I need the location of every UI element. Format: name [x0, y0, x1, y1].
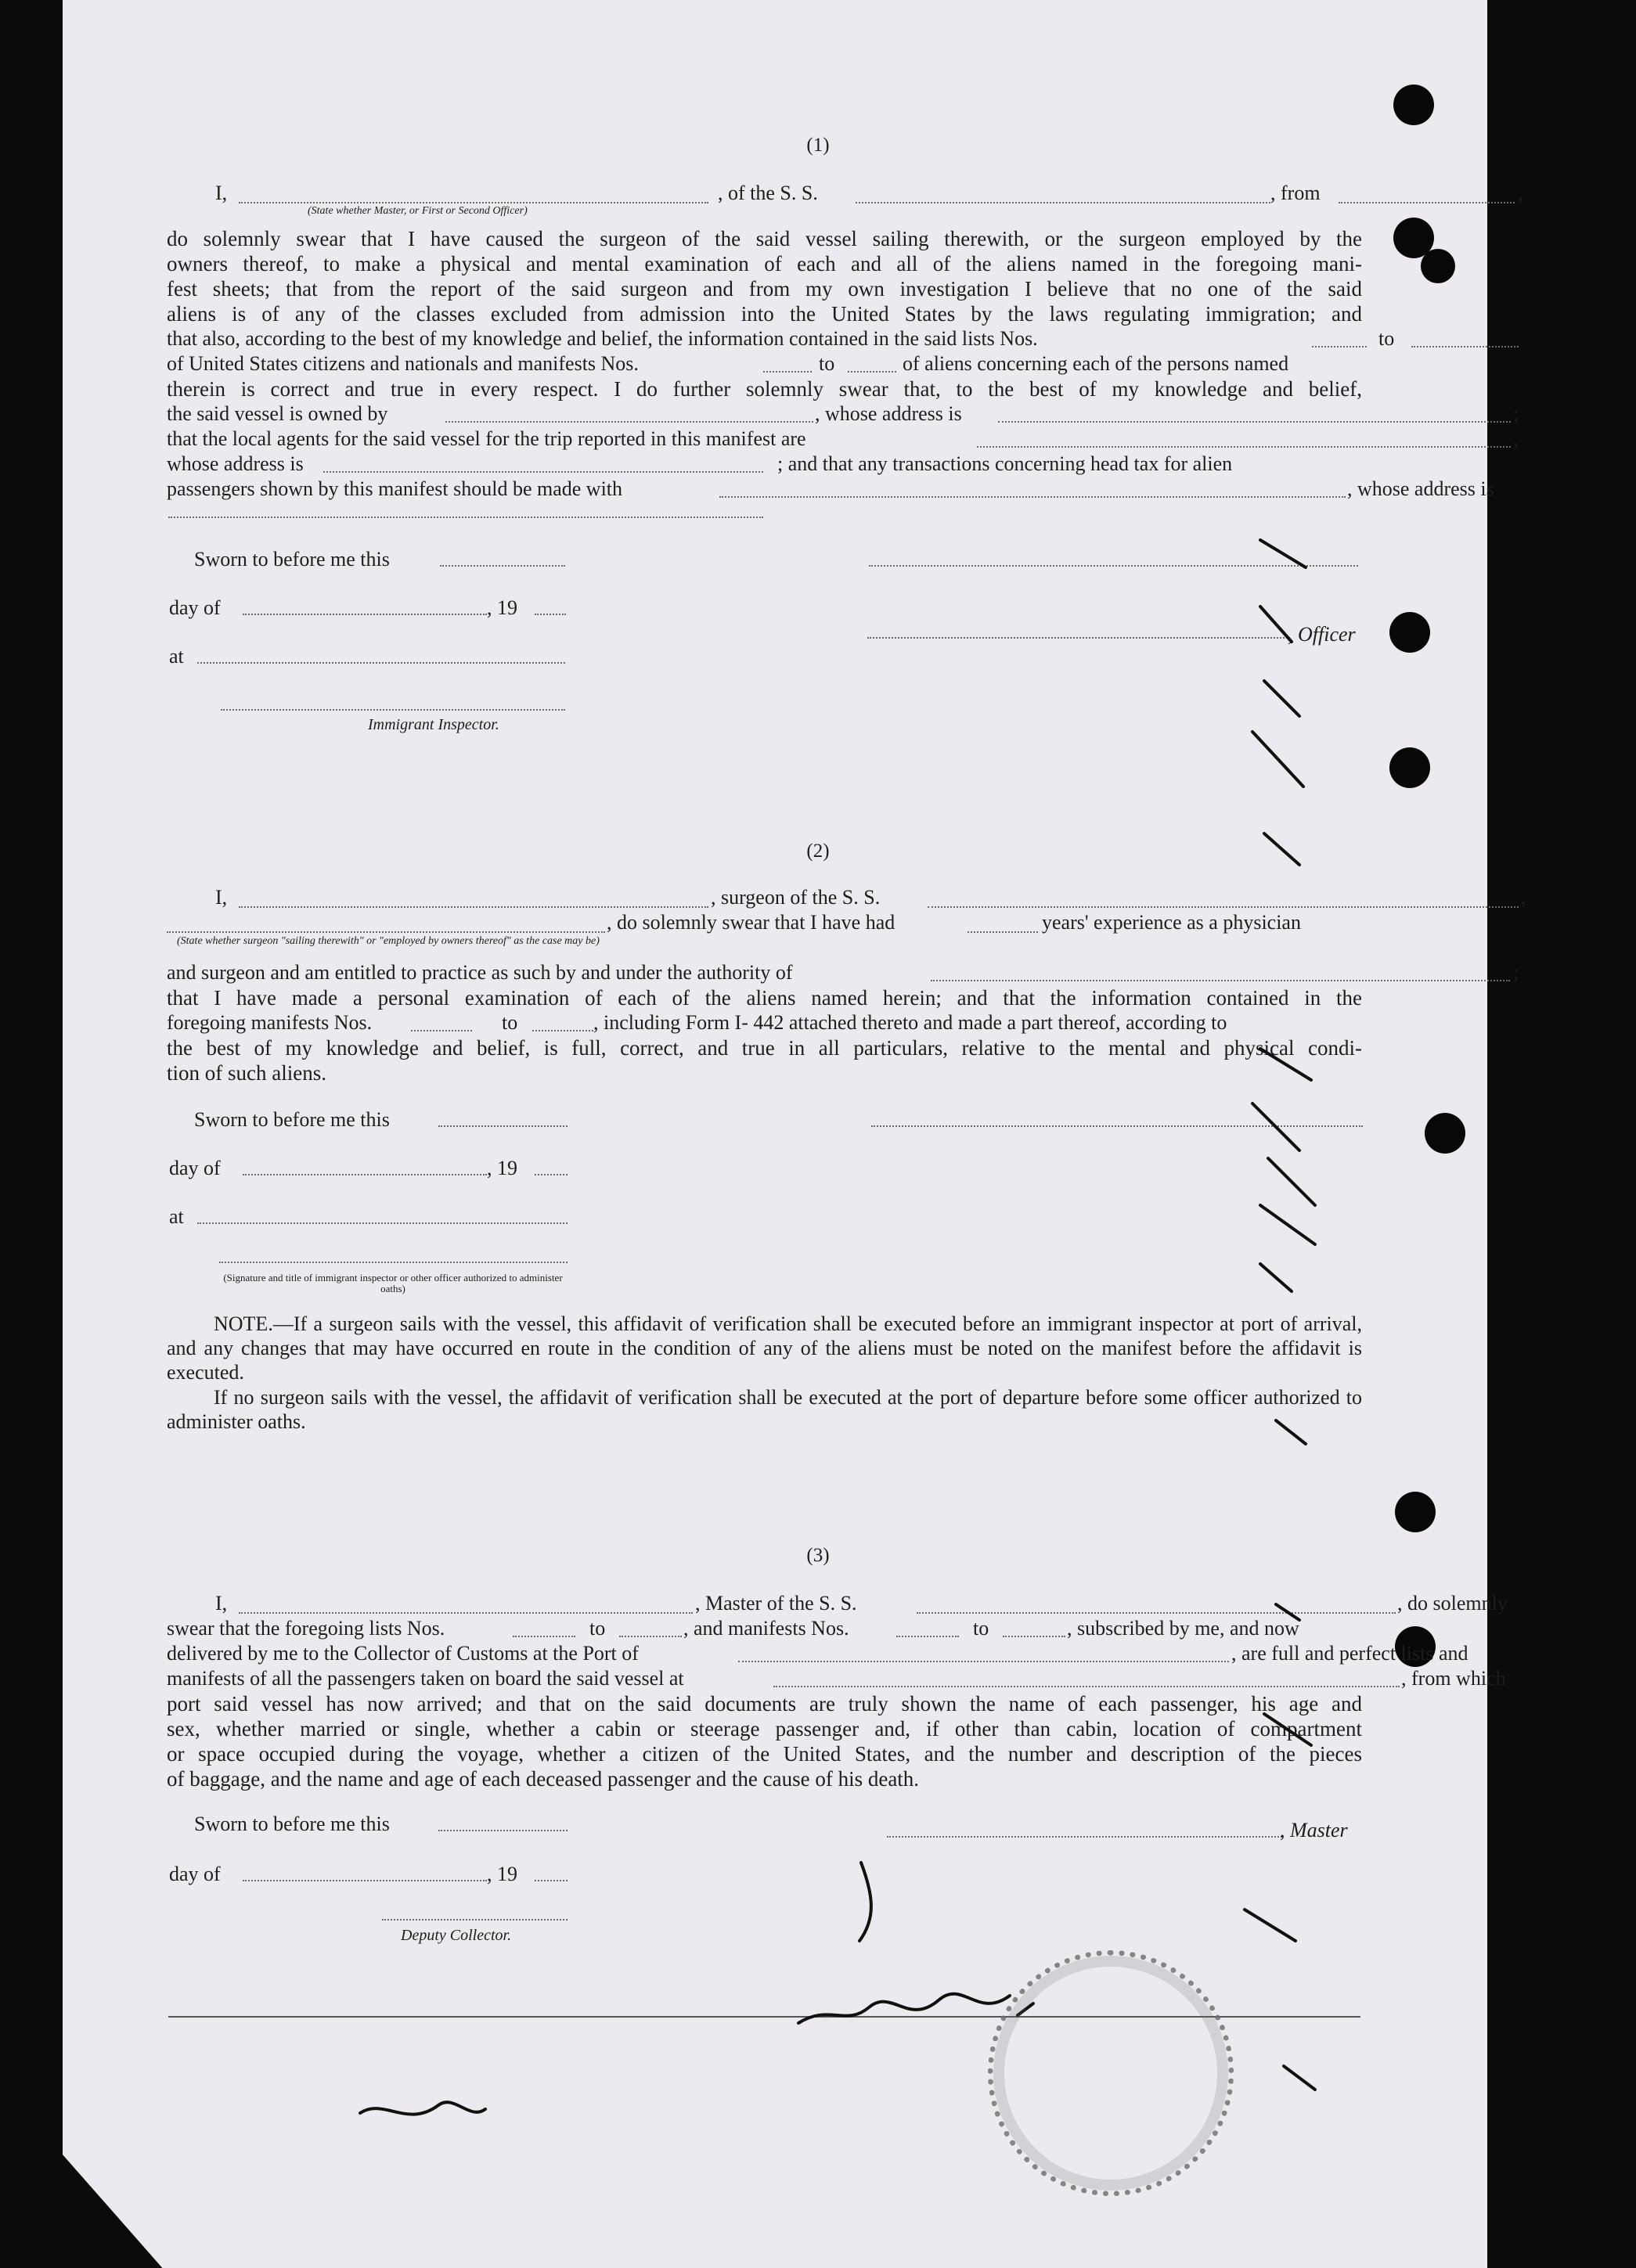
s1-immigrant-inspector: Immigrant Inspector.: [368, 716, 499, 733]
s2-line: tion of such aliens.: [167, 1061, 326, 1085]
s3-line: port said vessel has now arrived; and that on the said documents are truly shown the name of each passenger, his age and: [167, 1692, 1362, 1715]
s2-line: that I have made a personal examination of each of the aliens named herein; and that the information contained in the: [167, 986, 1362, 1010]
s2-at: at: [169, 1205, 184, 1228]
s2-caption: (State whether surgeon "sailing therewith" or "employed by owners thereof" as the case may be): [177, 935, 600, 947]
s3-line: sex, whether married or single, whether a cabin or steerage passenger and, if other than cabin, location of compartment: [167, 1717, 1362, 1741]
section-number: (2): [806, 841, 830, 862]
s3-line: of baggage, and the name and age of each deceased passenger and the cause of his death.: [167, 1767, 920, 1791]
s1-day-of: day of: [169, 596, 221, 619]
s1-line: owners thereof, to make a physical and mental examination of each and all of the aliens named in the foregoing mani-: [167, 252, 1362, 275]
official-stamp: [988, 1950, 1234, 2196]
s1-at: at: [169, 645, 184, 668]
s1-line: aliens is of any of the classes excluded from admission into the United States by the laws regulating immigration; and: [167, 302, 1362, 326]
s3-deputy-collector: Deputy Collector.: [401, 1927, 512, 1944]
s2-sworn: Sworn to before me this: [194, 1108, 390, 1131]
s3-master: , Master: [1280, 1819, 1348, 1841]
note-paragraph: NOTE.—If a surgeon sails with the vessel, this affidavit of verification shall be executed before an immigrant inspector at port of arrival, and any changes that may have occurred en route in the condition of any of the aliens must be noted on the manifest before the affidavit is executed.: [167, 1312, 1362, 1384]
s2-day-of: day of: [169, 1157, 221, 1179]
s1-line: therein is correct and true in every respect. I do further solemnly swear that, to the best of my knowledge and belief,: [167, 377, 1362, 401]
s3-sworn: Sworn to before me this: [194, 1813, 390, 1835]
s1-line: fest sheets; that from the report of the said surgeon and from my own investigation I believe that no one of the said: [167, 277, 1362, 301]
section-number: (1): [806, 135, 830, 156]
s3-day-of: day of: [169, 1863, 221, 1885]
s1-line: do solemnly swear that I have caused the surgeon of the said vessel sailing therewith, or the surgeon employed by the: [167, 227, 1362, 250]
s1-officer: , Officer: [1288, 623, 1356, 646]
s1-caption: (State whether Master, or First or Second Officer): [308, 205, 528, 217]
s1-sworn: Sworn to before me this: [194, 548, 390, 571]
s2-signature-caption: (Signature and title of immigrant inspector or other officer authorized to administer oaths): [223, 1272, 563, 1294]
section-number: (3): [806, 1545, 830, 1566]
s3-line: or space occupied during the voyage, whether a citizen of the United States, and the number and description of the pieces: [167, 1742, 1362, 1766]
s2-line: the best of my knowledge and belief, is full, correct, and true in all particulars, relative to the mental and physical condi-: [167, 1036, 1362, 1060]
note-paragraph: If no surgeon sails with the vessel, the affidavit of verification shall be executed at the port of departure before some officer authorized to administer oaths.: [167, 1386, 1362, 1433]
